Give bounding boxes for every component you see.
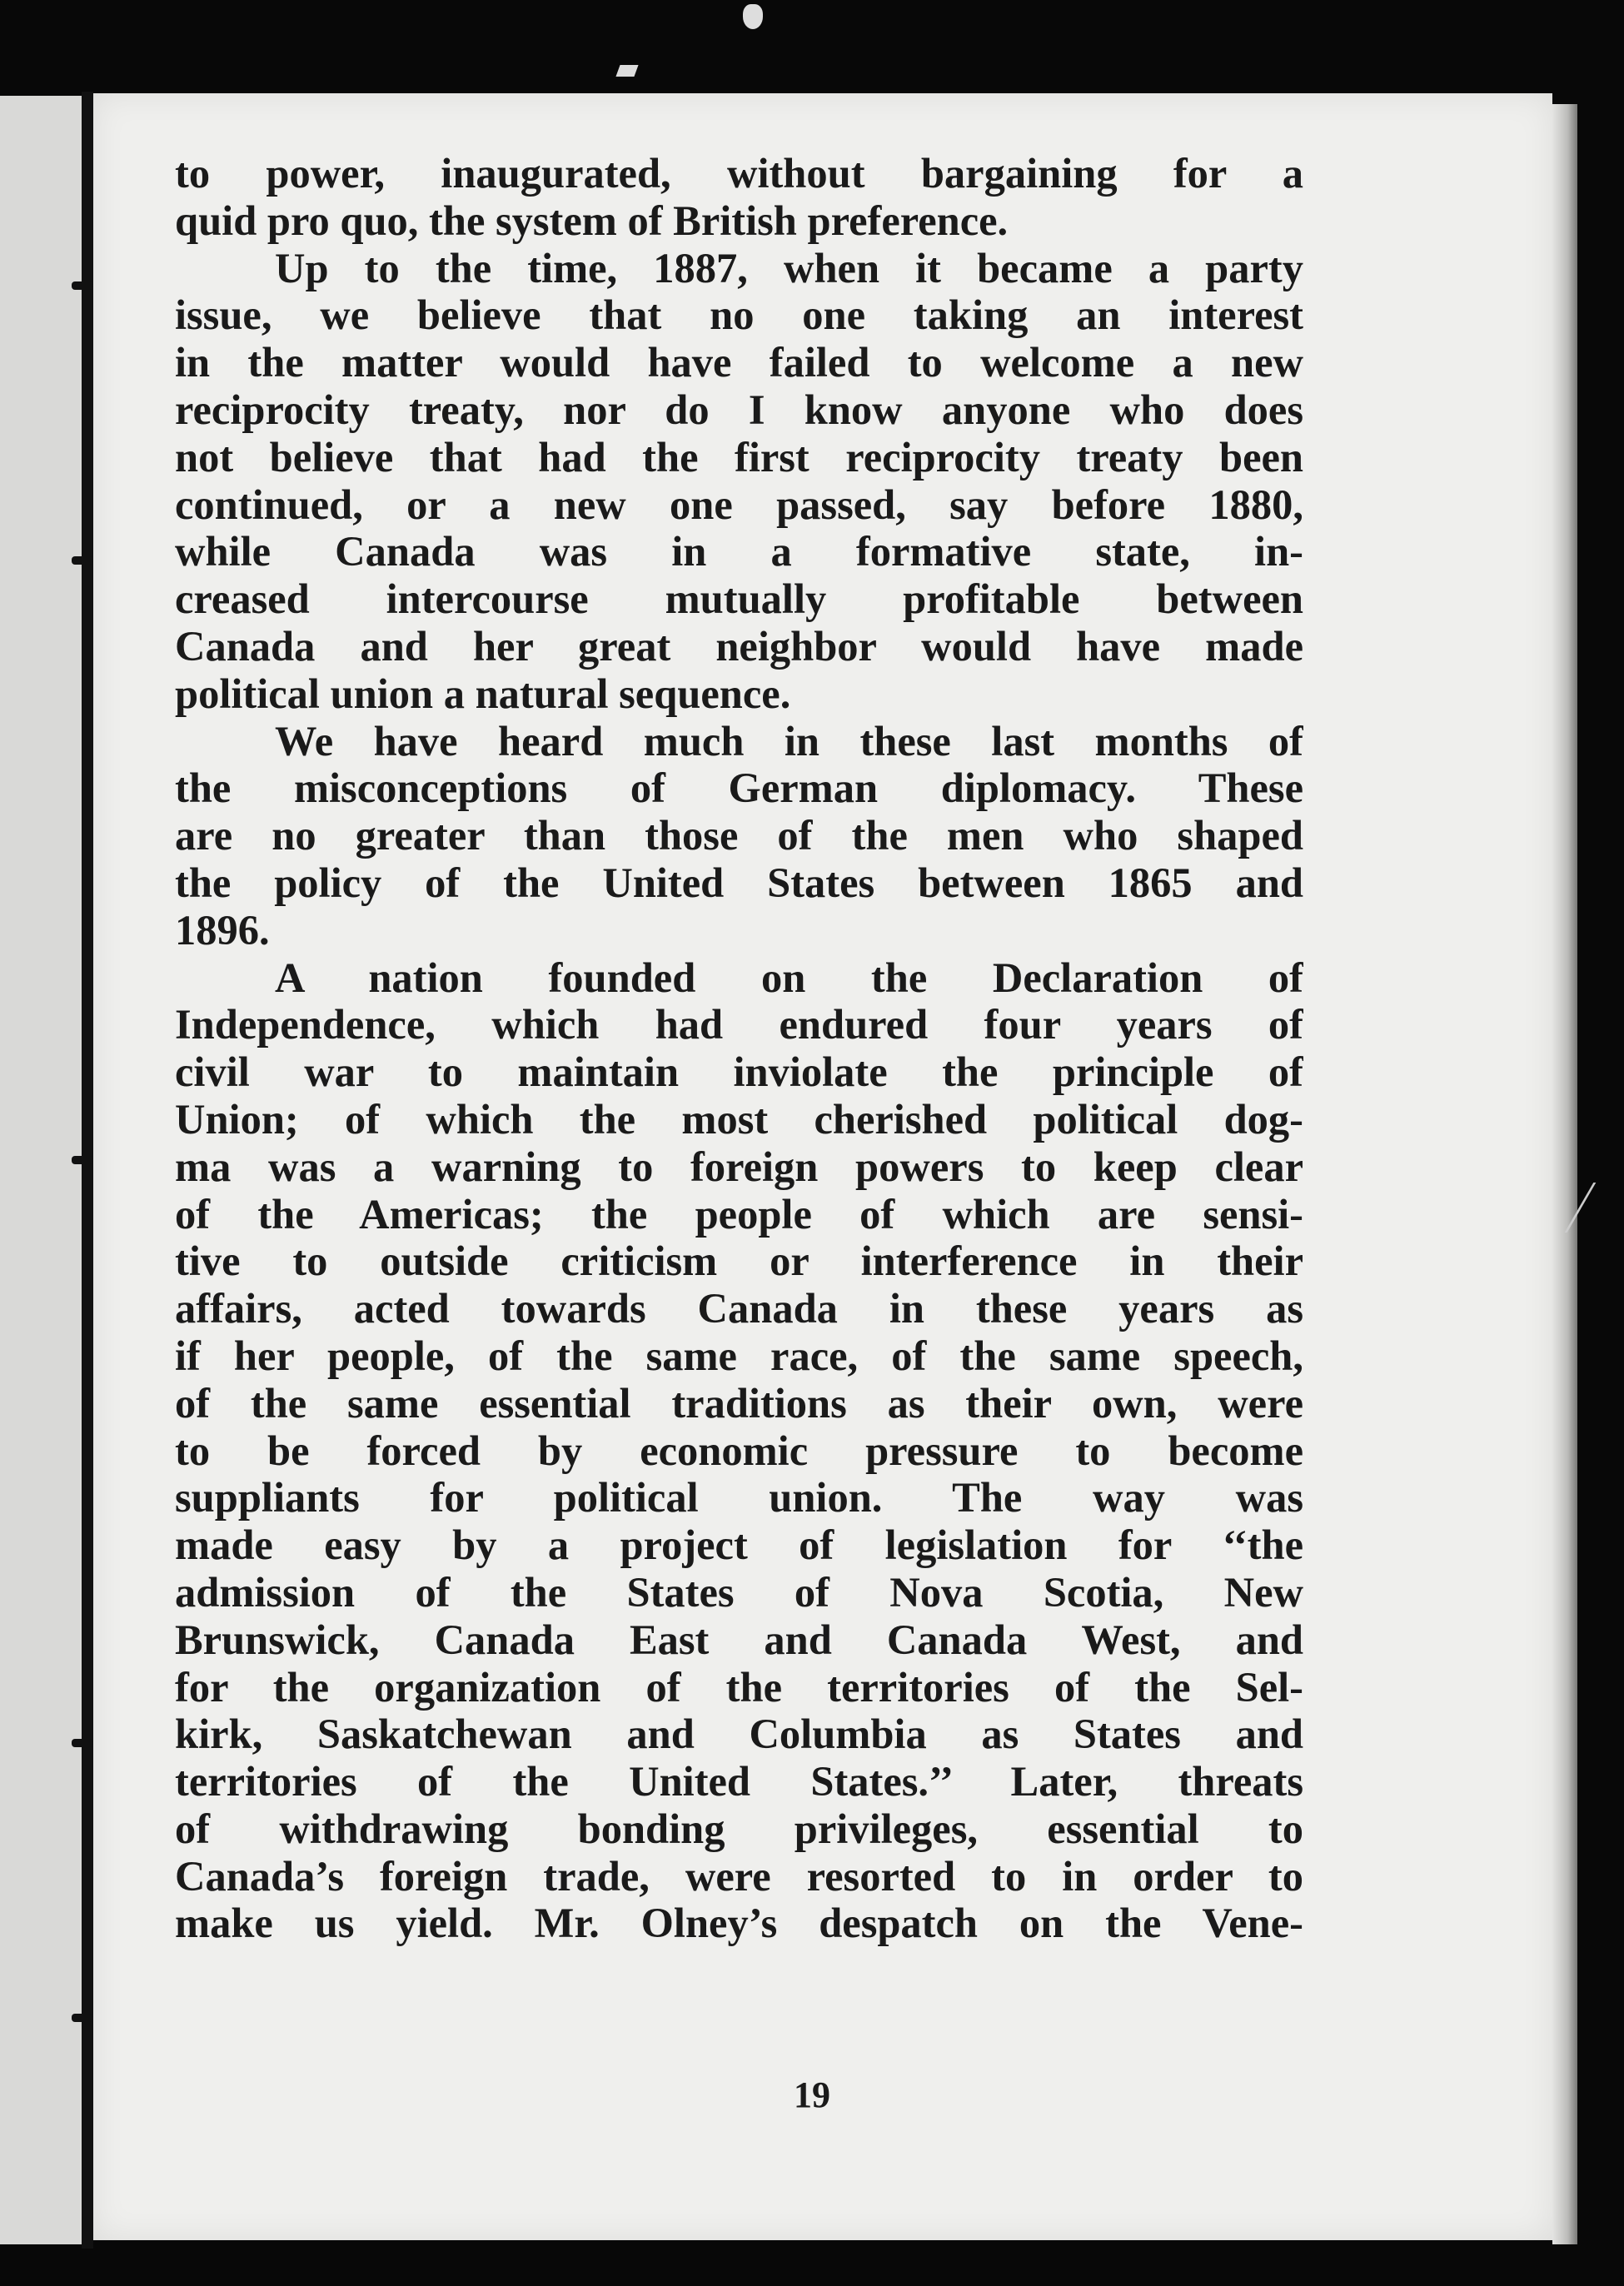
binding-stitch-mark — [72, 1739, 93, 1747]
text-line: continued, or a new one passed, say before 1880, — [175, 481, 1303, 528]
text-line: ma was a warning to foreign powers to keep clear — [175, 1143, 1303, 1190]
scan-artifact — [743, 4, 763, 29]
text-line: A nation founded on the Declaration of — [275, 954, 1303, 1001]
page-number: 19 — [794, 2074, 830, 2115]
text-line: 1896. — [175, 906, 270, 954]
right-page-edge — [1552, 104, 1577, 2244]
text-line: Up to the time, 1887, when it became a party — [275, 244, 1303, 291]
text-line: reciprocity treaty, nor do I know anyone who does — [175, 386, 1303, 433]
scan-artifact — [615, 65, 638, 77]
text-line: made easy by a project of legislation for ‘‘the — [175, 1522, 1303, 1569]
text-line: the misconceptions of German diplomacy. These — [175, 764, 1303, 812]
text-line: territories of the United States.’’ Later, threats — [175, 1758, 1303, 1805]
text-line: creased intercourse mutually profitable between — [175, 575, 1303, 623]
text-line: the policy of the United States between 1865 and — [175, 859, 1303, 906]
emphasized-phrase: quid pro quo, — [175, 197, 419, 244]
text-line: Canada’s foreign trade, were resorted to in order to — [175, 1852, 1303, 1900]
text-line: of the same essential traditions as their own, were — [175, 1379, 1303, 1427]
binding-stitch-mark — [72, 556, 93, 565]
text-line-rest: the system of British preference. — [418, 197, 1009, 244]
text-line: admission of the States of Nova Scotia, New — [175, 1568, 1303, 1616]
text-line: tive to outside criticism or interference in their — [175, 1238, 1303, 1285]
text-line: in the matter would have failed to welcome a new — [175, 339, 1303, 386]
left-page-edge — [0, 96, 90, 2244]
text-line: Independence, which had endured four years of — [175, 1001, 1303, 1048]
text-line — [175, 197, 1303, 245]
text-line: not believe that had the first reciprocity treaty been — [175, 433, 1303, 481]
body-text — [175, 150, 1303, 1947]
text-line: Canada and her great neighbor would have made — [175, 622, 1303, 670]
text-line: of the Americas; the people of which are sensi- — [175, 1190, 1303, 1238]
text-line: kirk, Saskatchewan and Columbia as States and — [175, 1711, 1303, 1758]
binding-stitch-mark — [72, 2014, 93, 2022]
text-line: We have heard much in these last months of — [275, 717, 1303, 764]
binding-spine — [82, 92, 93, 2249]
text-line: make us yield. Mr. Olney’s despatch on the Vene- — [175, 1900, 1303, 1947]
binding-stitch-mark — [72, 281, 93, 290]
text-line: Union; of which the most cherished political dog- — [175, 1095, 1303, 1143]
text-line: for the organization of the territories of the Sel- — [175, 1663, 1303, 1711]
text-line: of withdrawing bonding privileges, essential to — [175, 1805, 1303, 1852]
binding-stitch-mark — [72, 1156, 93, 1164]
text-line: affairs, acted towards Canada in these years as — [175, 1285, 1303, 1332]
text-line: political union a natural sequence. — [175, 670, 791, 717]
text-line: if her people, of the same race, of the same speech, — [175, 1332, 1303, 1379]
text-line: Brunswick, Canada East and Canada West, and — [175, 1616, 1303, 1663]
text-line: while Canada was in a formative state, in- — [175, 528, 1303, 575]
text-line: to power, inaugurated, without bargaining for a — [175, 150, 1303, 197]
text-line: issue, we believe that no one taking an interest — [175, 291, 1303, 339]
text-line: to be forced by economic pressure to become — [175, 1427, 1303, 1474]
text-line: are no greater than those of the men who shaped — [175, 812, 1303, 859]
text-line: civil war to maintain inviolate the principle of — [175, 1048, 1303, 1096]
text-line: suppliants for political union. The way was — [175, 1474, 1303, 1522]
